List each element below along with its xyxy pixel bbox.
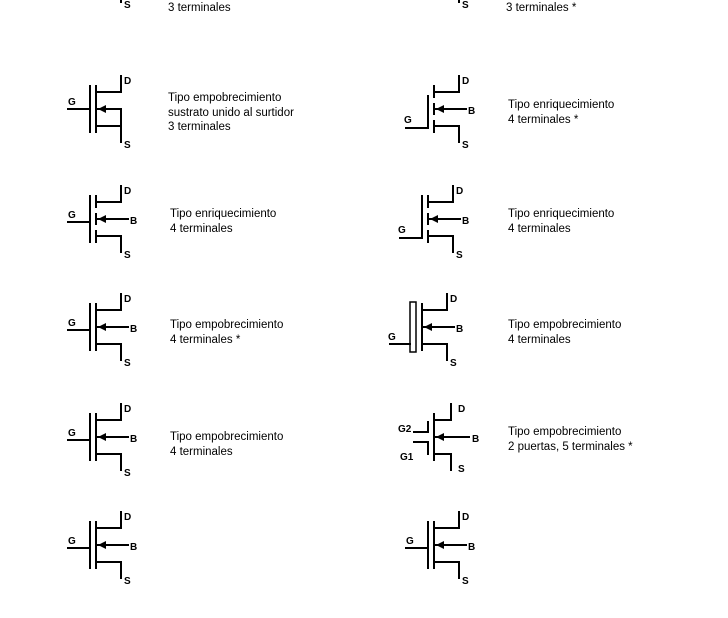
bulk-label: B — [130, 542, 138, 553]
bulk-label: B — [130, 216, 138, 227]
source-label: S — [458, 464, 465, 475]
mosfet-symbol-r1-right — [398, 72, 728, 182]
mosfet-diagram — [60, 182, 160, 272]
description-line: Tipo empobrecimiento — [170, 319, 284, 331]
description-line: 4 terminales * — [170, 333, 241, 346]
bulk-label: B — [130, 324, 138, 335]
description-line: Tipo enriquecimiento — [170, 208, 277, 220]
description-line: 4 terminales — [508, 333, 571, 346]
bulk-label: B — [472, 434, 480, 445]
symbol-description — [170, 207, 276, 236]
bulk-label: B — [456, 324, 464, 335]
drain-label: D — [124, 76, 132, 87]
symbol-description — [508, 207, 614, 236]
description-line: Tipo empobrecimiento — [168, 92, 282, 104]
description-line: Tipo enriquecimiento — [508, 208, 615, 220]
drain-label: D — [462, 76, 470, 87]
arrow-head — [436, 541, 444, 549]
source-label: S — [124, 250, 131, 261]
mosfet-symbol-r3-left — [60, 290, 390, 400]
bulk-label: B — [468, 542, 476, 553]
source-label: S — [124, 358, 131, 369]
description-line: 3 terminales * — [506, 1, 577, 14]
description-line: Tipo empobrecimiento — [508, 319, 622, 331]
mosfet-diagram — [392, 182, 492, 272]
mosfet-symbol-r1-left — [60, 72, 390, 182]
arrow-head — [98, 323, 106, 331]
gate-label: G — [388, 332, 396, 343]
mosfet-diagram — [398, 72, 498, 162]
description-line: Tipo empobrecimiento — [170, 431, 284, 443]
mosfet-diagram — [386, 290, 486, 380]
mosfet-symbol-r5-right — [398, 508, 728, 618]
description-line: 3 terminales — [168, 121, 231, 133]
arrow-head — [98, 105, 106, 113]
gate2-label: G2 — [398, 424, 412, 435]
symbol-description — [508, 98, 614, 127]
arrow-head — [430, 215, 438, 223]
gate-label: G — [404, 115, 412, 126]
gate1-label: G1 — [400, 452, 414, 463]
drain-label: D — [456, 186, 464, 197]
gate-label: G — [406, 536, 414, 547]
gate-label: G — [68, 536, 76, 547]
symbol-description — [170, 318, 283, 347]
source-label: S — [124, 468, 131, 479]
description-line: 4 terminales — [170, 222, 233, 235]
symbol-description — [170, 430, 283, 459]
arrow-head — [98, 215, 106, 223]
arrow-head — [424, 323, 432, 331]
source-label: S — [124, 140, 131, 151]
symbol-description — [168, 91, 294, 135]
symbol-description — [506, 0, 632, 15]
source-label: S — [124, 576, 131, 587]
symbol-description — [508, 425, 633, 454]
gate-label: G — [398, 225, 406, 236]
mosfet-diagram — [60, 508, 160, 598]
mosfet-diagram — [60, 400, 160, 490]
source-label: S — [450, 358, 457, 369]
arrow-head — [436, 105, 444, 113]
description-line: sustrato unido al surtidor — [168, 106, 294, 119]
description-line: 3 terminales — [168, 1, 231, 14]
drain-label: D — [458, 404, 466, 415]
mosfet-diagram — [398, 508, 498, 598]
description-line: 4 terminales — [508, 222, 571, 235]
symbol-description — [168, 0, 294, 15]
gate-label: G — [68, 428, 76, 439]
mosfet-symbol-r0-right — [398, 0, 728, 42]
mosfet-diagram — [60, 72, 160, 162]
arrow-head — [98, 433, 106, 441]
mosfet-diagram — [60, 290, 160, 380]
drain-label: D — [124, 294, 132, 305]
gate-label: G — [68, 97, 76, 108]
mosfet-diagram — [390, 400, 490, 490]
gate-label: G — [68, 210, 76, 221]
source-label: S — [462, 576, 469, 587]
mosfet-symbol-r4-left — [60, 400, 390, 510]
source-label: S — [124, 0, 131, 11]
mosfet-symbol-r3-right — [386, 290, 716, 400]
mosfet-symbol-r0-left — [60, 0, 390, 42]
description-line: Tipo enriquecimiento — [508, 99, 615, 111]
bulk-label: B — [130, 434, 138, 445]
mosfet-symbol-r2-left — [60, 182, 390, 292]
mosfet-symbol-r5-left — [60, 508, 390, 618]
gate-label: G — [68, 318, 76, 329]
arrow-head — [98, 541, 106, 549]
drain-label: D — [124, 404, 132, 415]
drain-label: D — [450, 294, 458, 305]
source-label: S — [462, 0, 469, 11]
arrow-head — [436, 433, 444, 441]
drain-label: D — [124, 512, 132, 523]
mosfet-symbol-r2-right — [392, 182, 722, 292]
mosfet-symbol-r4-right — [390, 400, 720, 510]
drain-label: D — [462, 512, 470, 523]
description-line: 2 puertas, 5 terminales * — [508, 440, 633, 453]
mosfet-diagram — [60, 0, 160, 22]
description-line: 4 terminales * — [508, 113, 579, 126]
description-line: Tipo empobrecimiento — [508, 426, 622, 438]
source-label: S — [456, 250, 463, 261]
drain-label: D — [124, 186, 132, 197]
description-line: 4 terminales — [170, 445, 233, 458]
source-label: S — [462, 140, 469, 151]
mosfet-diagram — [398, 0, 498, 22]
symbol-description — [508, 318, 621, 347]
bulk-label: B — [462, 216, 470, 227]
bulk-label: B — [468, 106, 476, 117]
